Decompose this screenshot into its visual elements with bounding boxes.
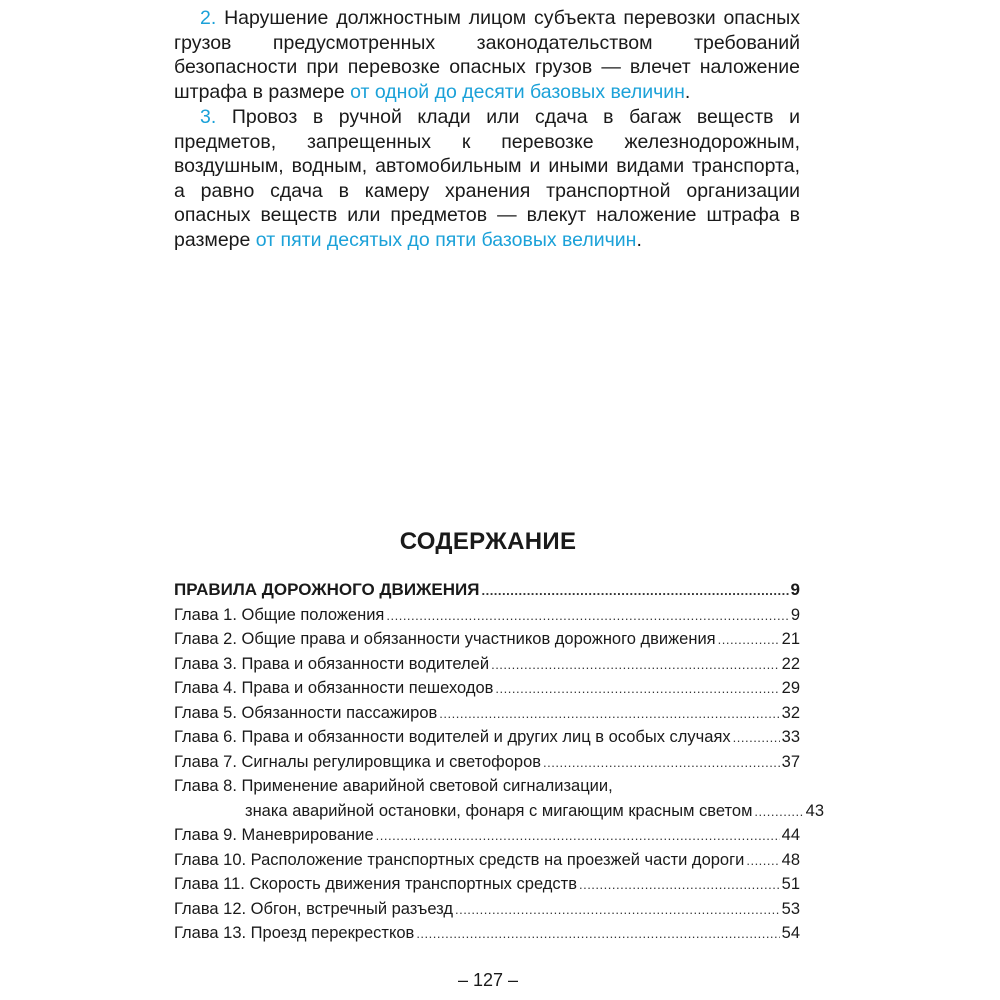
dot-leader — [754, 800, 803, 824]
paragraph-text: Нарушение должностным лицом субъекта перевозки опасных грузов предусмотренных законодательством требований безопасности при перевозке опасных грузов — влечет наложение штрафа в размере — [174, 7, 800, 103]
toc-entry[interactable] — [174, 897, 800, 922]
paragraph-number: 2. — [200, 7, 217, 29]
dot-leader — [718, 628, 780, 652]
toc-entry-label: Глава 6. Права и обязанности водителей и других лиц в особых случаях — [174, 728, 731, 746]
toc-page-number: 37 — [781, 752, 800, 771]
toc-section-label: ПРАВИЛА ДОРОЖНОГО ДВИЖЕНИЯ — [174, 580, 480, 599]
toc-page-number: 22 — [781, 654, 800, 673]
toc-entry[interactable] — [174, 848, 800, 873]
toc-entry-continuation[interactable] — [174, 799, 824, 824]
toc-entry[interactable] — [174, 676, 800, 701]
toc-page-number: 9 — [790, 580, 800, 599]
toc-page-number: 32 — [781, 703, 800, 722]
paragraph-2 — [174, 6, 800, 104]
toc-page-number: 43 — [805, 801, 824, 820]
toc-entry[interactable] — [174, 701, 800, 726]
toc-entry-label-continued: знака аварийной остановки, фонаря с мигающим красным светом — [245, 801, 753, 820]
paragraph-end: . — [684, 80, 691, 103]
toc-entry-label: Глава 7. Сигналы регулировщика и светофоров — [174, 752, 542, 771]
toc-entry[interactable] — [174, 921, 800, 946]
dot-leader — [495, 677, 779, 701]
toc-entry-label: Глава 12. Обгон, встречный разъезд — [174, 899, 453, 918]
toc-entry[interactable] — [174, 603, 800, 628]
toc-entry-label: Глава 4. Права и обязанности пешеходов — [174, 679, 494, 697]
toc-entry-label: Глава 3. Права и обязанности водителей — [174, 654, 490, 673]
paragraph-end: . — [636, 228, 642, 251]
fine-amount-highlight: от пяти десятых до пяти базовых величин — [255, 228, 637, 251]
toc-entry-label: Глава 9. Маневрирование — [174, 826, 374, 844]
dot-leader — [543, 751, 780, 775]
toc-page-number: 54 — [781, 924, 800, 942]
toc-page-number: 53 — [781, 899, 800, 918]
toc-entry-label: Глава 2. Общие права и обязанности участников дорожного движения — [174, 630, 716, 648]
page-number: – 127 – — [457, 970, 519, 990]
toc-page-number: 29 — [781, 679, 800, 697]
toc-entry-label: Глава 10. Расположение транспортных средств на проезжей части дороги — [174, 850, 745, 869]
toc-entry-label: Глава 1. Общие положения — [174, 605, 385, 624]
toc-entry[interactable] — [174, 627, 800, 652]
toc-page-number: 33 — [781, 728, 800, 746]
toc-entry-label: Глава 11. Скорость движения транспортных средств — [174, 875, 577, 893]
toc-entry-label: Глава 5. Обязанности пассажиров — [174, 703, 438, 722]
toc-section-row[interactable] — [174, 578, 800, 603]
toc-page-number: 21 — [781, 630, 800, 648]
dot-leader — [386, 604, 788, 628]
toc-entry[interactable] — [174, 872, 800, 897]
toc-title: СОДЕРЖАНИЕ — [399, 528, 577, 555]
toc-entry[interactable] — [174, 774, 800, 799]
dot-leader — [416, 922, 779, 946]
fine-amount-highlight: от одной до десяти базовых величин — [350, 80, 685, 103]
toc-page-number: 51 — [781, 875, 800, 893]
dot-leader — [481, 579, 788, 603]
toc-page-number: 44 — [781, 826, 800, 844]
dot-leader — [455, 898, 780, 922]
paragraph-3 — [174, 105, 800, 252]
toc-entry[interactable] — [174, 750, 800, 775]
paragraph-text: Провоз в ручной клади или сдача в багаж веществ и предметов, запрещенных к перевозке железнодорожным, воздушным, водным, автомобильным и иными видами транспорта, а равно сдача в камеру хранения транспортной организации опасных веществ или предметов — влекут наложение штрафа в размере — [174, 106, 800, 251]
toc-page-number: 48 — [781, 850, 800, 869]
toc-entry[interactable] — [174, 823, 800, 848]
dot-leader — [733, 726, 780, 750]
toc-entry[interactable] — [174, 652, 800, 677]
table-of-contents — [174, 578, 824, 946]
dot-leader — [579, 873, 780, 897]
toc-entry-label: Глава 13. Проезд перекрестков — [174, 924, 415, 942]
toc-page-number: 9 — [790, 605, 800, 624]
paragraph-number: 3. — [200, 106, 217, 128]
dot-leader — [491, 653, 780, 677]
dot-leader — [746, 849, 779, 873]
dot-leader — [439, 702, 779, 726]
toc-entry[interactable] — [174, 725, 800, 750]
dot-leader — [376, 824, 780, 848]
toc-entry-label: Глава 8. Применение аварийной световой сигнализации, — [174, 777, 613, 795]
